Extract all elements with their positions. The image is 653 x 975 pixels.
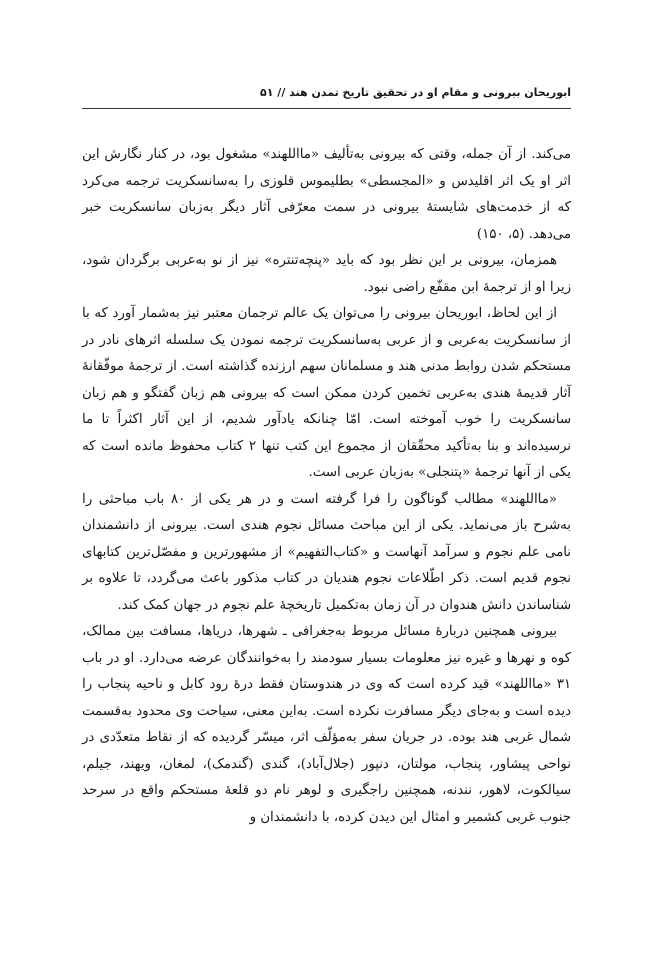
running-head: ابوریحان بیرونی و مقام او در تحقیق تاریخ تمدن هند // ۵۱ (260, 86, 571, 99)
body-text (82, 142, 571, 831)
paragraph-4: «مااللهند» مطالب گوناگون را فرا گرفته است و در هر یکی از ۸۰ باب مباحثی را به‌شرح باز می‌نماید. یکی از این مباحث مسائل نجوم هندی است. بیرونی از دانشمندان نامی علم نجوم و سرآمد آنهاست و «کتاب‌التفهیم» از مشهورترین و مفصّل‌ترین کتابهای نجوم قدیم است. ذکر اطّلاعات نجوم هندیان در کتاب مذکور باعث می‌گردد، تا علاوه بر شناساندن دانش هندوان در آن زمان به‌تکمیل تاریخچهٔ علم نجوم در جهان کمک کند. (82, 491, 571, 613)
paragraph-5: بیرونی همچنین دربارهٔ مسائل مربوط به‌جغرافی ـ شهرها، دریاها، مسافت بین ممالک، کوه و نهرها و غیره نیز معلومات بسیار سودمند را به‌خوانندگان عرضه می‌دارد. او در باب ۳۱ «مااللهند» قید کرده است که وی در هندوستان فقط درهٔ رود کابل و ناحیه پنجاب را دیده است و به‌جای دیگر مسافرت نکرده است. به‌این معنی، سیاحت وی محدود به‌قسمت شمال غربی هند بوده. در جریان سفر به‌مؤلّف اثر، میسّر گردیده که از نقاط متعدّدی در نواحی پیشاور، پنجاب، مولتان، دنپور (جلال‌آباد)، گندی (گندمک)، لمغان، ویهند، جیلم، سیالکوت، لاهور، نندنه، همچنین راجگیری و لوهر نام دو قلعهٔ مستحکم واقع در سرحد جنوب غربی کشمیر و امثال این دیدن کرده، با دانشمندان و (82, 624, 571, 825)
paragraph-1: می‌کند. از آن جمله، وقتی که بیرونی به‌تألیف «مااللهند» مشغول بود، در کنار نگارش این اثر او یک اثر اقلیدس و «المجسطی» بطلیموس قلوزی را به‌سانسکریت ترجمه می‌کرد که از خدمت‌های شایستهٔ بیرونی در سمت معرّفی آثار دیگر به‌زبان سانسکریت خبر می‌دهد. (۵، ۱۵۰) (82, 147, 571, 242)
paragraph-3: از این لحاظ، ابوریحان بیرونی را می‌توان یک عالم ترجمان معتبر نیز به‌شمار آورد که با از سانسکریت به‌عربی و از عربی به‌سانسکریت ترجمه نمودن یک سلسله اثرهای نادر در مستحکم شدن روابط مدنی هند و مسلمانان سهم ارزنده گذاشته است. از ترجمهٔ موفّقانهٔ آثار قدیمهٔ هندی به‌عربی تخمین کردن ممکن است که بیرونی هم زبان گفتگو و هم زبان سانسکریت را خوب آموخته است. امّا چنانکه یادآور شدیم، از این آثار اکثراً تا ما نرسیده‌اند و بنا به‌تأکید محقّقان از مجموع این کتب تنها ۲ کتاب محفوظ مانده است که یکی از آنها ترجمهٔ «پتنجلی» به‌زبان عربی است. (82, 306, 571, 480)
header-rule (82, 108, 571, 109)
paragraph-2: همزمان، بیرونی بر این نظر بود که باید «پنچه‌تنتره» نیز از نو به‌عربی برگردان شود، زیرا او از ترجمهٔ ابن مقفّع راضی نبود. (82, 253, 571, 295)
